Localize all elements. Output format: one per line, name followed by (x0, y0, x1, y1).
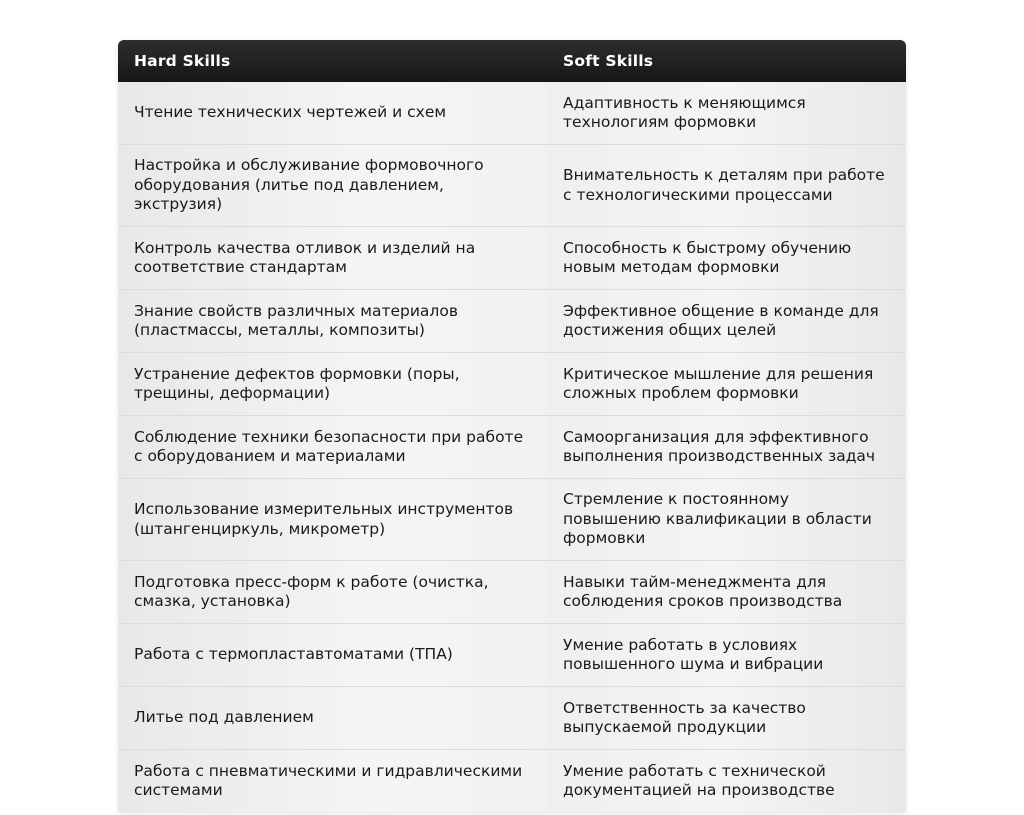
table-row (118, 227, 906, 290)
skills-table-container (118, 40, 906, 812)
header-hard-skills: Hard Skills (118, 40, 547, 82)
table-row (118, 687, 906, 750)
soft-skill-cell: Умение работать в условиях повышенного шума и вибрации (547, 624, 906, 687)
table-row (118, 561, 906, 624)
header-row (118, 40, 906, 82)
skills-table (118, 40, 906, 812)
hard-skill-cell: Использование измерительных инструментов (штангенциркуль, микрометр) (118, 479, 547, 561)
table-row (118, 82, 906, 145)
table-row (118, 624, 906, 687)
hard-skill-cell: Чтение технических чертежей и схем (118, 82, 547, 145)
soft-skill-cell: Внимательность к деталям при работе с технологическими процессами (547, 145, 906, 227)
table-row (118, 290, 906, 353)
hard-skill-cell: Подготовка пресс-форм к работе (очистка, смазка, установка) (118, 561, 547, 624)
table-row (118, 750, 906, 813)
hard-skill-cell: Контроль качества отливок и изделий на соответствие стандартам (118, 227, 547, 290)
table-body (118, 82, 906, 812)
table-row (118, 416, 906, 479)
soft-skill-cell: Стремление к постоянному повышению квалификации в области формовки (547, 479, 906, 561)
table-row (118, 145, 906, 227)
soft-skill-cell: Самоорганизация для эффективного выполнения производственных задач (547, 416, 906, 479)
soft-skill-cell: Способность к быстрому обучению новым методам формовки (547, 227, 906, 290)
hard-skill-cell: Работа с термопластавтоматами (ТПА) (118, 624, 547, 687)
hard-skill-cell: Литье под давлением (118, 687, 547, 750)
soft-skill-cell: Ответственность за качество выпускаемой продукции (547, 687, 906, 750)
hard-skill-cell: Настройка и обслуживание формовочного оборудования (литье под давлением, экструзия) (118, 145, 547, 227)
table-row (118, 479, 906, 561)
soft-skill-cell: Эффективное общение в команде для достижения общих целей (547, 290, 906, 353)
header-soft-skills: Soft Skills (547, 40, 906, 82)
table-header (118, 40, 906, 82)
soft-skill-cell: Навыки тайм-менеджмента для соблюдения сроков производства (547, 561, 906, 624)
soft-skill-cell: Адаптивность к меняющимся технологиям формовки (547, 82, 906, 145)
hard-skill-cell: Устранение дефектов формовки (поры, трещины, деформации) (118, 353, 547, 416)
table-row (118, 353, 906, 416)
hard-skill-cell: Работа с пневматическими и гидравлическими системами (118, 750, 547, 813)
hard-skill-cell: Знание свойств различных материалов (пластмассы, металлы, композиты) (118, 290, 547, 353)
soft-skill-cell: Критическое мышление для решения сложных проблем формовки (547, 353, 906, 416)
soft-skill-cell: Умение работать с технической документацией на производстве (547, 750, 906, 813)
hard-skill-cell: Соблюдение техники безопасности при работе с оборудованием и материалами (118, 416, 547, 479)
